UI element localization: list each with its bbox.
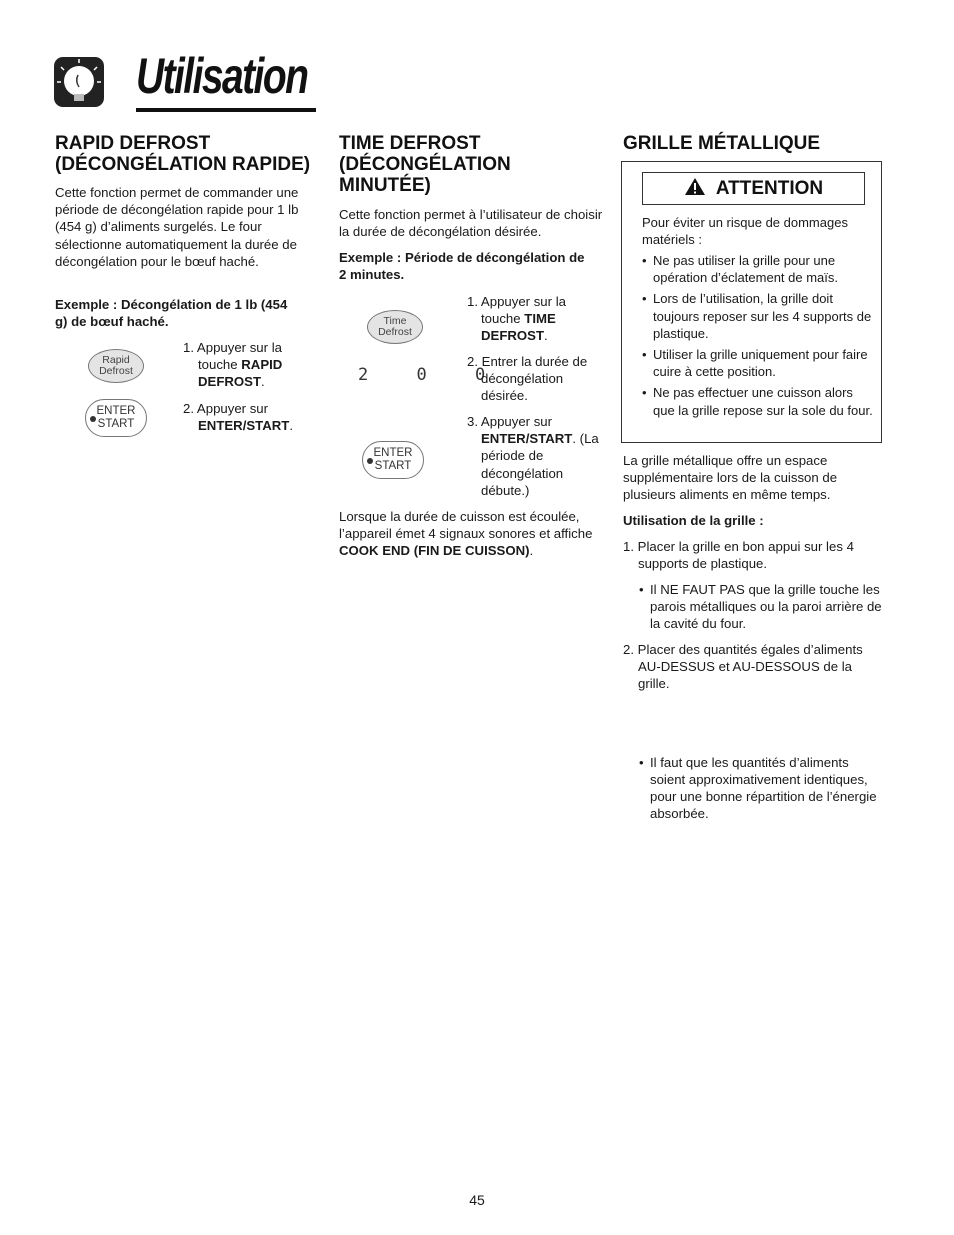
warning-icon <box>684 177 706 201</box>
attention-intro: Pour éviter un risque de dommages matériels : <box>642 215 848 248</box>
rapid-defrost-example: Exemple : Décongélation de 1 lb (454 g) de bœuf haché. <box>55 297 288 330</box>
enter-start-key <box>85 399 147 437</box>
key-label: START <box>374 460 412 472</box>
rapid-step-1: 1. Appuyer sur la touche RAPID DEFROST. <box>183 340 283 390</box>
grille-usage-heading: Utilisation de la grille : <box>623 513 764 528</box>
title-underline <box>136 108 316 112</box>
attention-banner <box>642 172 865 205</box>
time-step-1: 1. Appuyer sur la touche TIME DEFROST. <box>467 294 566 344</box>
time-defrost-intro: Cette fonction permet à l’utilisateur de choisir la durée de décongélation désirée. <box>339 207 603 240</box>
key-label: START <box>97 418 135 430</box>
rapid-step-2: 2. Appuyer sur ENTER/START. <box>183 401 294 434</box>
grille-heading: GRILLE MÉTALLIQUE <box>623 133 821 154</box>
timer-display: 2 0 0 <box>358 365 505 385</box>
page-title: Utilisation <box>136 48 308 104</box>
key-label: Defrost <box>99 365 133 377</box>
time-step-2: 2. Entrer la durée de décongélation désirée. <box>467 354 588 404</box>
rapid-defrost-key <box>88 349 144 383</box>
grille-description: La grille métallique offre un espace supplémentaire lors de la cuisson de plusieurs aliments en même temps. <box>623 453 838 503</box>
attention-label: ATTENTION <box>715 177 824 199</box>
time-step-3: 3. Appuyer sur ENTER/START. (La période de décongélation débute.) <box>467 414 599 498</box>
usage-step-1: 1. Placer la grille en bon appui sur les 4 supports de plastique. <box>623 539 854 572</box>
time-defrost-heading: TIME DEFROST (DÉCONGÉLATION MINUTÉE) <box>339 133 511 196</box>
usage-step-2-note: • Il faut que les quantités d’aliments soient approximativement identiques, pour une bonne répartition de l’énergie absorbée. <box>639 754 887 823</box>
key-label: ENTER <box>373 447 413 459</box>
time-defrost-closing: Lorsque la durée de cuisson est écoulée, l’appareil émet 4 signaux sonores et affiche COOK END (FIN DE CUISSON). <box>339 509 593 559</box>
key-label: Rapid <box>102 354 130 366</box>
time-defrost-example: Exemple : Période de décongélation de 2 minutes. <box>339 250 585 283</box>
rapid-defrost-heading: RAPID DEFROST (DÉCONGÉLATION RAPIDE) <box>55 133 311 175</box>
list-item: • Ne pas utiliser la grille pour une opération d’éclatement de maïs. <box>642 252 874 286</box>
enter-start-key <box>362 441 424 479</box>
attention-list <box>642 252 874 419</box>
page-number: 45 <box>469 1192 485 1208</box>
list-item: • Utiliser la grille uniquement pour faire cuire à cette position. <box>642 346 874 380</box>
lock-icon <box>367 458 373 464</box>
list-item: • Lors de l’utilisation, la grille doit toujours reposer sur les 4 supports de plastique. <box>642 290 874 342</box>
rapid-defrost-intro: Cette fonction permet de commander une période de décongélation rapide pour 1 lb (454 g) d’aliments surgelés. Le four sélectionne automatiquement la durée de décongélation pour le bœuf haché. <box>55 185 299 269</box>
key-label: Defrost <box>378 326 412 338</box>
time-defrost-key <box>367 310 423 344</box>
key-label: ENTER <box>96 405 136 417</box>
key-label: Time <box>383 315 407 327</box>
lock-icon <box>90 416 96 422</box>
usage-step-1-note: • Il NE FAUT PAS que la grille touche les parois métalliques ou la paroi arrière de la cavité du four. <box>639 581 884 633</box>
lightbulb-icon <box>54 57 104 107</box>
list-item: • Ne pas effectuer une cuisson alors que la grille repose sur la sole du four. <box>642 384 874 418</box>
usage-step-2: 2. Placer des quantités égales d’aliments AU-DESSUS et AU-DESSOUS de la grille. <box>623 642 863 692</box>
